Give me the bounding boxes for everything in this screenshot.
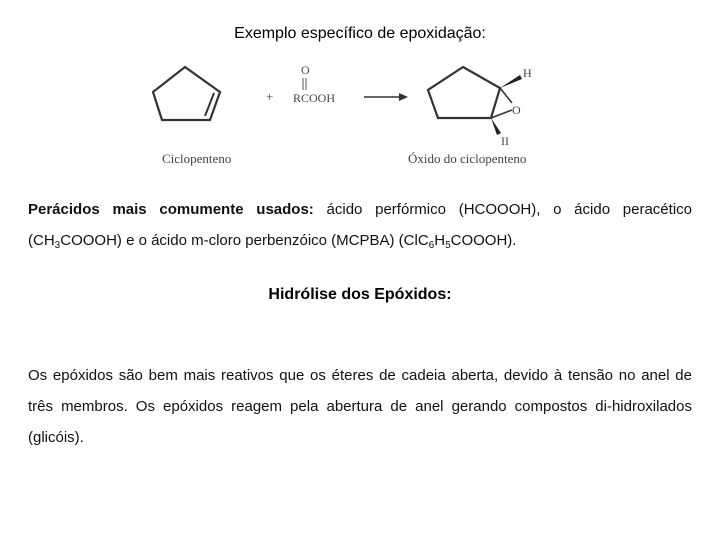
- arrow-head: [399, 93, 408, 101]
- peracids-text-4: COOOH).: [450, 232, 517, 249]
- wedge-bond-bottom: [491, 118, 501, 135]
- peracids-heading: Perácidos mais comumente usados:: [28, 201, 314, 218]
- peracids-sub-1: 3: [54, 240, 61, 251]
- product-label: Óxido do ciclopenteno: [408, 151, 527, 166]
- peracid-formula: RCOOH: [293, 91, 336, 105]
- peracids-sub-2: 6: [428, 240, 435, 251]
- epoxidation-reaction-scheme: [150, 55, 570, 175]
- reactant-label: Ciclopenteno: [162, 151, 232, 166]
- peracids-text-3: H: [434, 232, 446, 249]
- peracids-sub-3: 5: [445, 240, 451, 251]
- epoxide-oxygen: O: [512, 103, 521, 117]
- peracids-text-1: ácido perfórmico (HCOOOH), o ácido peracético (CH: [28, 201, 692, 249]
- slide-title: Exemplo específico de epoxidação:: [234, 25, 486, 42]
- peracid-carbonyl-o: O: [301, 63, 310, 77]
- product-h-top: H: [523, 66, 532, 80]
- hydrolysis-paragraph: Os epóxidos são bem mais reativos que os éteres de cadeia aberta, devido à tensão no anel de três membros. Os epóxidos reagem pela abertura de anel gerando compostos di-hidroxilados (glicóis).: [28, 367, 692, 446]
- cyclopentene-oxide-ring: [428, 67, 500, 118]
- hydrolysis-heading: Hidrólise dos Epóxidos:: [268, 286, 452, 303]
- plus-sign: +: [266, 89, 274, 104]
- peracids-paragraph: [28, 194, 692, 256]
- cyclopentene-ring: [153, 67, 220, 120]
- product-h-bottom: II: [501, 134, 509, 148]
- reaction-drawing: [150, 55, 570, 175]
- peracids-text-2: COOOH) e o ácido m-cloro perbenzóico (MCPBA) (ClC: [60, 232, 429, 249]
- epoxide-bond-top: [500, 88, 512, 103]
- wedge-bond-top: [500, 75, 522, 88]
